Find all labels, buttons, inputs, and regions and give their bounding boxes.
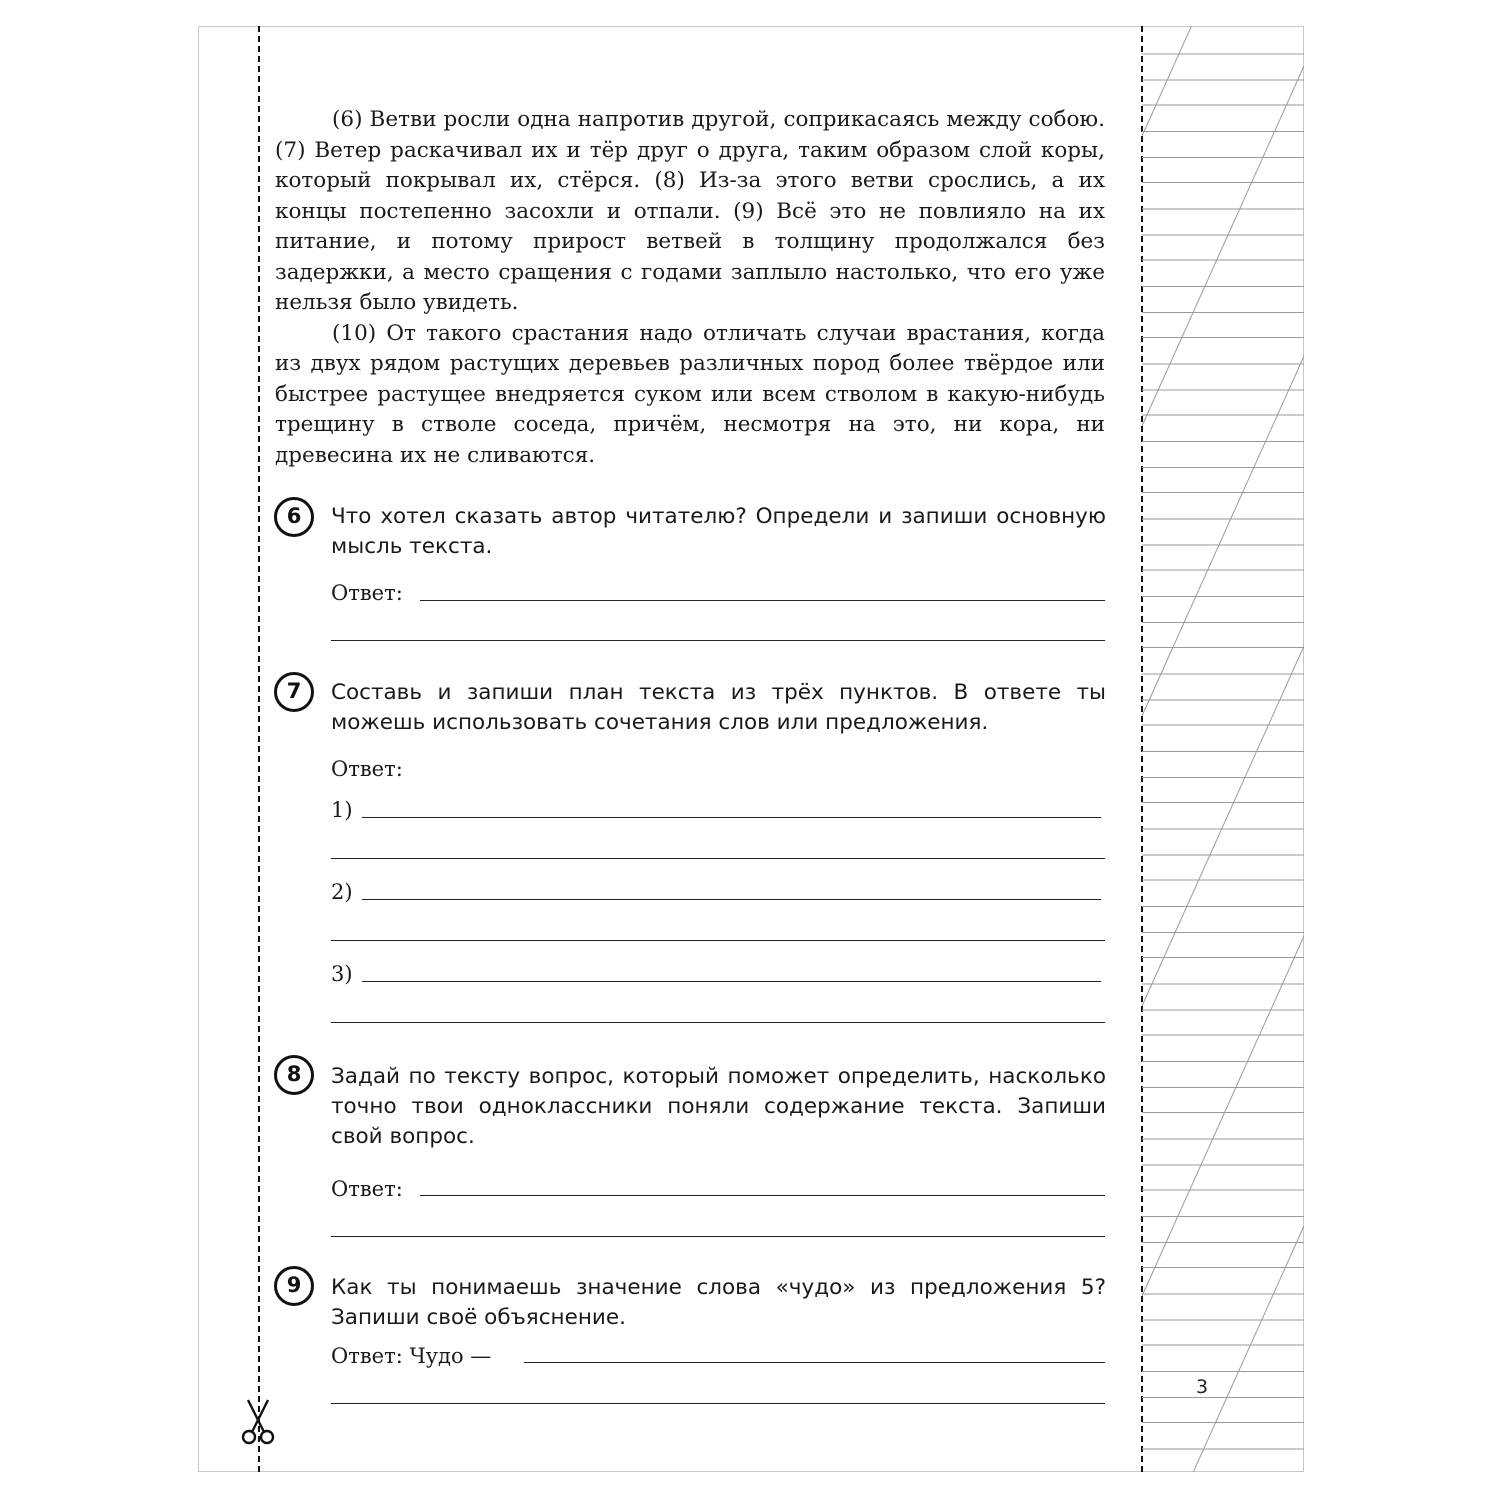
answer-line[interactable]: [331, 1236, 1105, 1237]
page-number: 3: [1196, 1376, 1209, 1398]
reading-passage: [275, 105, 1105, 471]
plan-item-label: 2): [331, 880, 353, 904]
answer-line[interactable]: [362, 981, 1101, 982]
answer-line[interactable]: [331, 1022, 1105, 1023]
margin-slant-line: [1142, 66, 1304, 426]
margin-slant-line: [1142, 1226, 1304, 1472]
answer-line[interactable]: [331, 1403, 1105, 1404]
task-8-text: Задай по тексту вопрос, который поможет определить, насколько точно твои одноклассники поняли содержание текста. Запиши свой вопрос.: [331, 1064, 1106, 1149]
answer-label: Ответ:: [331, 1177, 403, 1201]
answer-label: Ответ:: [331, 581, 403, 605]
margin-slant-line: [1142, 356, 1304, 716]
scissors-icon: [240, 1398, 276, 1446]
plan-item-label: 1): [331, 798, 353, 822]
answer-line[interactable]: [331, 858, 1105, 859]
plan-item-label: 3): [331, 962, 353, 986]
answer-label: Ответ:: [331, 757, 403, 781]
task-number-badge: 7: [274, 672, 314, 712]
answer-line[interactable]: [331, 640, 1105, 641]
answer-line[interactable]: [420, 1195, 1105, 1196]
answer-line[interactable]: [420, 600, 1105, 601]
task-number-badge: 8: [274, 1055, 314, 1095]
margin-ruling: [1142, 26, 1304, 1472]
cut-line-left: [258, 26, 260, 1472]
answer-line[interactable]: [362, 817, 1101, 818]
task-6-text: Что хотел сказать автор читателю? Определи и запиши основную мысль текста.: [331, 504, 1106, 559]
answer-line[interactable]: [362, 899, 1101, 900]
answer-line[interactable]: [331, 940, 1105, 941]
task-7-text: Составь и запиши план текста из трёх пунктов. В ответе ты можешь использовать сочетания слов или предложения.: [331, 680, 1106, 735]
reading-paragraph: (6) Ветви росли одна напротив другой, соприкасаясь между собою. (7) Ветер раскачивал их и тёр друг о друга, таким образом слой коры, который покрывал их, стёрся. (8) Из-за этого ветви срослись, а их концы постепенно засохли и отпали. (9) Всё это не повлияло на их питание, и потому прирост ветвей в толщину продолжался без задержки, а место сращения с годами заплыло настолько, что его уже нельзя было увидеть.: [275, 107, 1105, 315]
answer-line[interactable]: [524, 1362, 1105, 1363]
task-9-text: Как ты понимаешь значение слова «чудо» из предложения 5? Запиши своё объяснение.: [331, 1275, 1106, 1330]
task-number-badge: 6: [274, 497, 314, 537]
answer-label: Ответ: Чудо —: [331, 1344, 492, 1368]
task-number-badge: 9: [274, 1266, 314, 1306]
reading-paragraph: (10) От такого срастания надо отличать случаи врастания, когда из двух рядом растущих деревьев различных пород более твёрдое или быстрее растущее внедряется суком или всем стволом в какую-нибудь трещину в стволе соседа, причём, несмотря на это, ни кора, ни древесина их не сливаются.: [275, 320, 1105, 468]
